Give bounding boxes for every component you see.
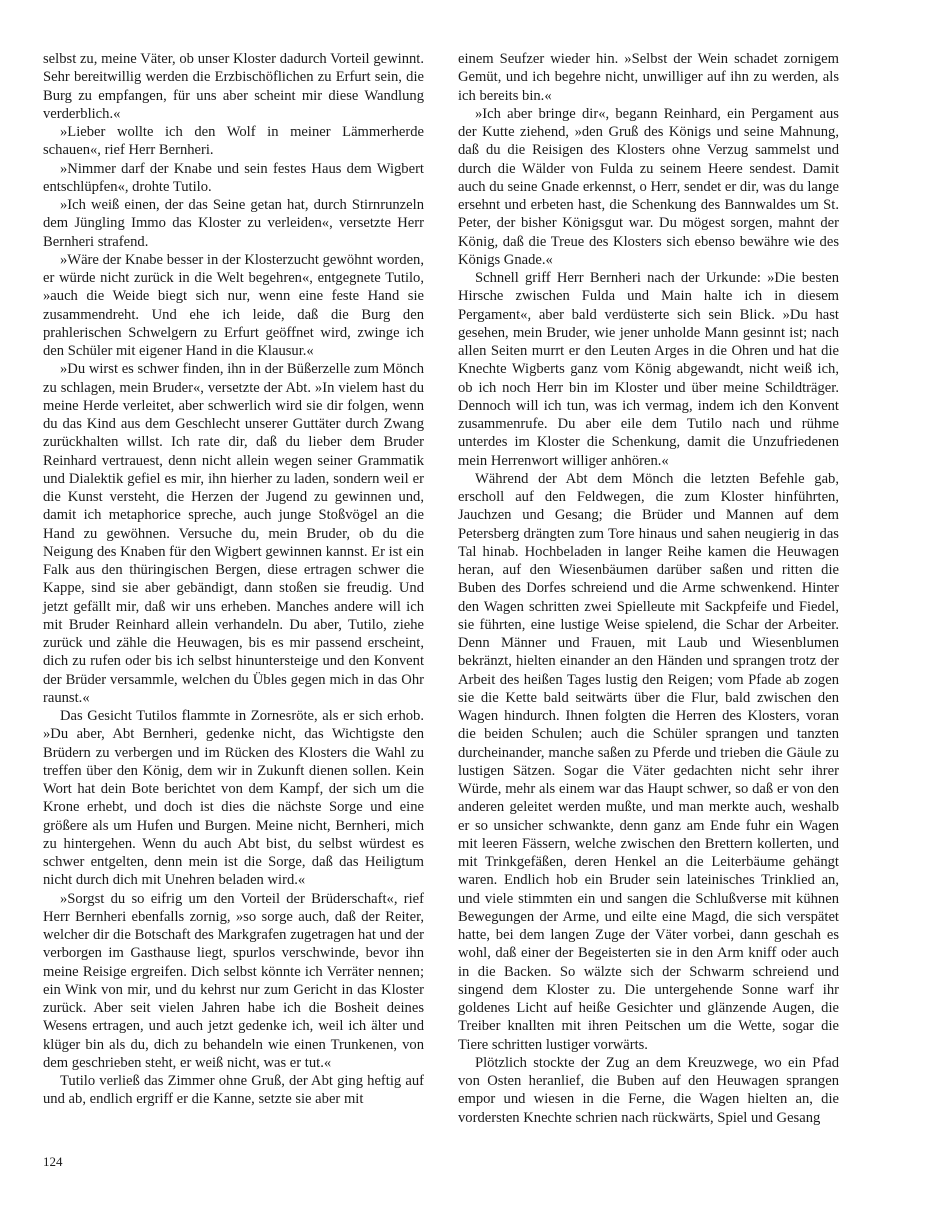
paragraph: »Sorgst du so eifrig um den Vorteil der Brüderschaft«, rief Herr Bernheri ebenfalls zornig, »so sorge auch, daß der Reiter, welcher dir die Botschaft des Markgrafen zugetragen hat und der verborgen im Gasthause liegt, spurlos verschwinde, bevor ihn meine Reisige ergreifen. Dich selbst könnte ich Verräter nennen; ein Wink von mir, und du kehrst nur zum Gericht in das Kloster zurück. Aber seit vielen Jahren habe ich die Bosheit deines Wesens ertragen, und auch jetzt gedenke ich, weil ich älter und klüger bin als du, dich zu behandeln wie einen Trunkenen, von dem geschrieben steht, er weiß nicht, was er tut.« [43, 890, 424, 1071]
right-column [458, 50, 839, 1127]
left-column [43, 50, 424, 1109]
paragraph: »Du wirst es schwer finden, ihn in der Büßerzelle zum Mönch zu schlagen, mein Bruder«, versetzte der Abt. »In vielem hast du meine Herde verleitet, aber schwerlich wird sie dir folgen, wenn du das Kind aus dem Geschlecht unserer Guttäter durch Zwang zurückhalten willst. Ich rate dir, daß du lieber dem Bruder Reinhard vertrauest, denn nicht allein wegen seiner Grammatik und Dialektik gefiel es mir, ihn hierher zu laden, sondern weil er die Kunst versteht, die Herzen der Jugend zu gewinnen und, damit ich metaphorice spreche, auch junge Stoßvögel an die Hand zu gewöhnen. Versuche du, mein Bruder, ob du die Neigung des Knaben für den Wigbert gewinnen kannst. Er ist ein Falk aus den thüringischen Bergen, diese ertragen schwer die Kappe, sind sie aber gebändigt, dann stoßen sie freudig. Und jetzt gefällt mir, daß wir uns erheben. Manches andere will ich mit Bruder Reinhard allein verhandeln. Du aber, Tutilo, ziehe zurück und zähle die Heuwagen, bis es mir passend erscheint, dich zu rufen oder bis ich selbst hinuntersteige und den Konvent der Brüder versammle, welchen du Übles gegen mich in das Ohr raunst.« [43, 361, 424, 706]
paragraph: »Ich aber bringe dir«, begann Reinhard, ein Pergament aus der Kutte ziehend, »den Gruß des Königs und seine Mahnung, daß du die Reisigen des Klosters ohne Verzug sammelst und durch die Wälder von Fulda zu seinem Heere sendest. Damit auch du seine Gnade erkennst, o Herr, sendet er dir, was du lange ersehnt und erbeten hast, die Schenkung des Bannwaldes um St. Peter, der bisher Königsgut war. Du mögest sorgen, mahnt der König, daß die Treue des Klosters sich ebenso bewähre wie des Königs Gnade.« [458, 105, 839, 268]
paragraph: »Wäre der Knabe besser in der Klosterzucht gewöhnt worden, er würde nicht zurück in die Welt begehren«, entgegnete Tutilo, »auch die Weide biegt sich nur, wenn eine feste Hand sie zusammendreht. Und ehe ich leide, daß die Burg den prahlerischen Schwelgern zu Erfurt geöffnet wird, zwinge ich den Schüler mit eigener Hand in die Klausur.« [43, 251, 424, 359]
paragraph: Das Gesicht Tutilos flammte in Zornesröte, als er sich erhob. »Du aber, Abt Bernheri, gedenke nicht, das Wichtigste den Brüdern zu verbergen und im Rücken des Klosters die Wahl zu treffen über den König, dem wir in Zukunft dienen sollen. Kein Wort hat dein Bote berichtet von dem Kampf, der sich um die Krone erhebt, und doch ist dies die nächste Sorge und eine größere als um Hufen und Burgen. Meine nicht, Bernheri, mich zu hintergehen. Wenn du auch Abt bist, du selbst würdest es schwer entgelten, denn mein ist die Sorge, daß das Heiligtum nicht durch dich mit Unehren beladen wird.« [43, 708, 424, 889]
paragraph: Schnell griff Herr Bernheri nach der Urkunde: »Die besten Hirsche zwischen Fulda und Main halte ich in diesem Pergament«, aber bald verdüsterte sich sein Blick. »Du hast gesehen, mein Bruder, wie jener unholde Mann gesinnt ist; nach allen Seiten murrt er den Leuten Arges in die Ohren und hat die Knechte Wigberts ganz vom König abgewandt, nicht weiß ich, ob ich noch Herr bin im Kloster und über meine Schildträger. Dennoch will ich tun, was ich vermag, indem ich den Konvent zusammenrufe. Du aber eile dem Tutilo nach und rühme unterdes im Kloster die Schenkung, damit die Unzufriedenen mein Herrenwort williger anhören.« [458, 270, 839, 469]
paragraph: »Ich weiß einen, der das Seine getan hat, durch Stirnrunzeln dem Jüngling Immo das Kloster zu verleiden«, versetzte Herr Bernheri strafend. [43, 197, 424, 250]
paragraph: Plötzlich stockte der Zug an dem Kreuzwege, wo ein Pfad von Osten heranlief, die Buben auf den Heuwagen sprangen empor und wiesen in die Ferne, die Wagen hielten an, die vordersten Knechte schrien nach rückwärts, Spiel und Gesang [458, 1054, 839, 1126]
paragraph: »Lieber wollte ich den Wolf in meiner Lämmerherde schauen«, rief Herr Bernheri. [43, 124, 424, 159]
page-number: 124 [43, 1154, 63, 1169]
paragraph: »Nimmer darf der Knabe und sein festes Haus dem Wigbert entschlüpfen«, drohte Tutilo. [43, 160, 424, 195]
paragraph: selbst zu, meine Väter, ob unser Kloster dadurch Vorteil gewinnt. Sehr bereitwillig werden die Erzbischöflichen zu Erfurt sein, die Burg zu empfangen, für uns aber scheint mir diese Wandlung verderblich.« [43, 51, 424, 122]
paragraph: einem Seufzer wieder hin. »Selbst der Wein schadet zornigem Gemüt, und ich begehre nicht, unwilliger auf ihn zu werden, als ich bereits bin.« [458, 51, 839, 104]
book-page [43, 50, 895, 1190]
paragraph: Während der Abt dem Mönch die letzten Befehle gab, erscholl auf den Feldwegen, die zum Kloster hinführten, Jauchzen und Gesang; die Brüder und Mannen auf dem Petersberg drängten zum Tore hinaus und sahen neugierig in das Tal hinab. Hochbeladen in langer Reihe kamen die Heuwagen heran, auf den Wiesenbäumen darüber saßen und ritten die Buben des Dorfes schreiend und die Arme schwenkend. Hinter den Wagen schritten zwei Spielleute mit Sackpfeife und Fiedel, sie führten, eine lustige Weise spielend, die Schar der Arbeiter. Denn Männer und Frauen, mit Laub und Wiesenblumen bekränzt, hielten einander an den Händen und sprangen trotz der Arbeit des heißen Tages lustig den Reigen; vom Pfade ab zogen sie die Kette bald seitwärts über die Flur, bald zwischen den Wagen hindurch. Ihnen folgten die Herren des Klosters, voran die beiden Schulen; auch die Schüler sprangen und tanzten durcheinander, manche saßen zu Pferde und trieben die Gäule zu lustigen Sätzen. Sogar die Väter gedachten nicht sehr ihrer Würde, mehr als einem war das Haupt schwer, so daß er von den anderen geleitet werden mußte, und man merkte auch, weshalb er so unsicher schwankte, denn ganz am Ende fuhr ein Wagen mit leeren Fässern, welche zwischen den Brettern kollerten, und mit Trinkgefäßen, deren Henkel an die Leiterbäume gehängt waren. Endlich hob ein Bruder sein lateinisches Trinklied an, und viele stimmten ein und sangen die Schlußverse mit kühnen Bewegungen der Arme, und eilte eine Magd, die sich verspätet hatte, bei dem langen Zuge der Väter vorbei, dann geschah es wohl, daß einer der Begeisterten sie in den Arm kniff oder auch in die Backen. So wälzte sich der Schwarm schreiend und singend dem Kloster zu. Die untergehende Sonne warf ihr goldenes Licht auf heiße Gesichter und glänzende Augen, die Treiber knallten mit ihren Peitschen um die Wette, sogar die Tiere schritten lustiger vorwärts. [458, 470, 839, 1053]
paragraph: Tutilo verließ das Zimmer ohne Gruß, der Abt ging heftig auf und ab, endlich ergriff er die Kanne, setzte sie aber mit [43, 1073, 424, 1108]
